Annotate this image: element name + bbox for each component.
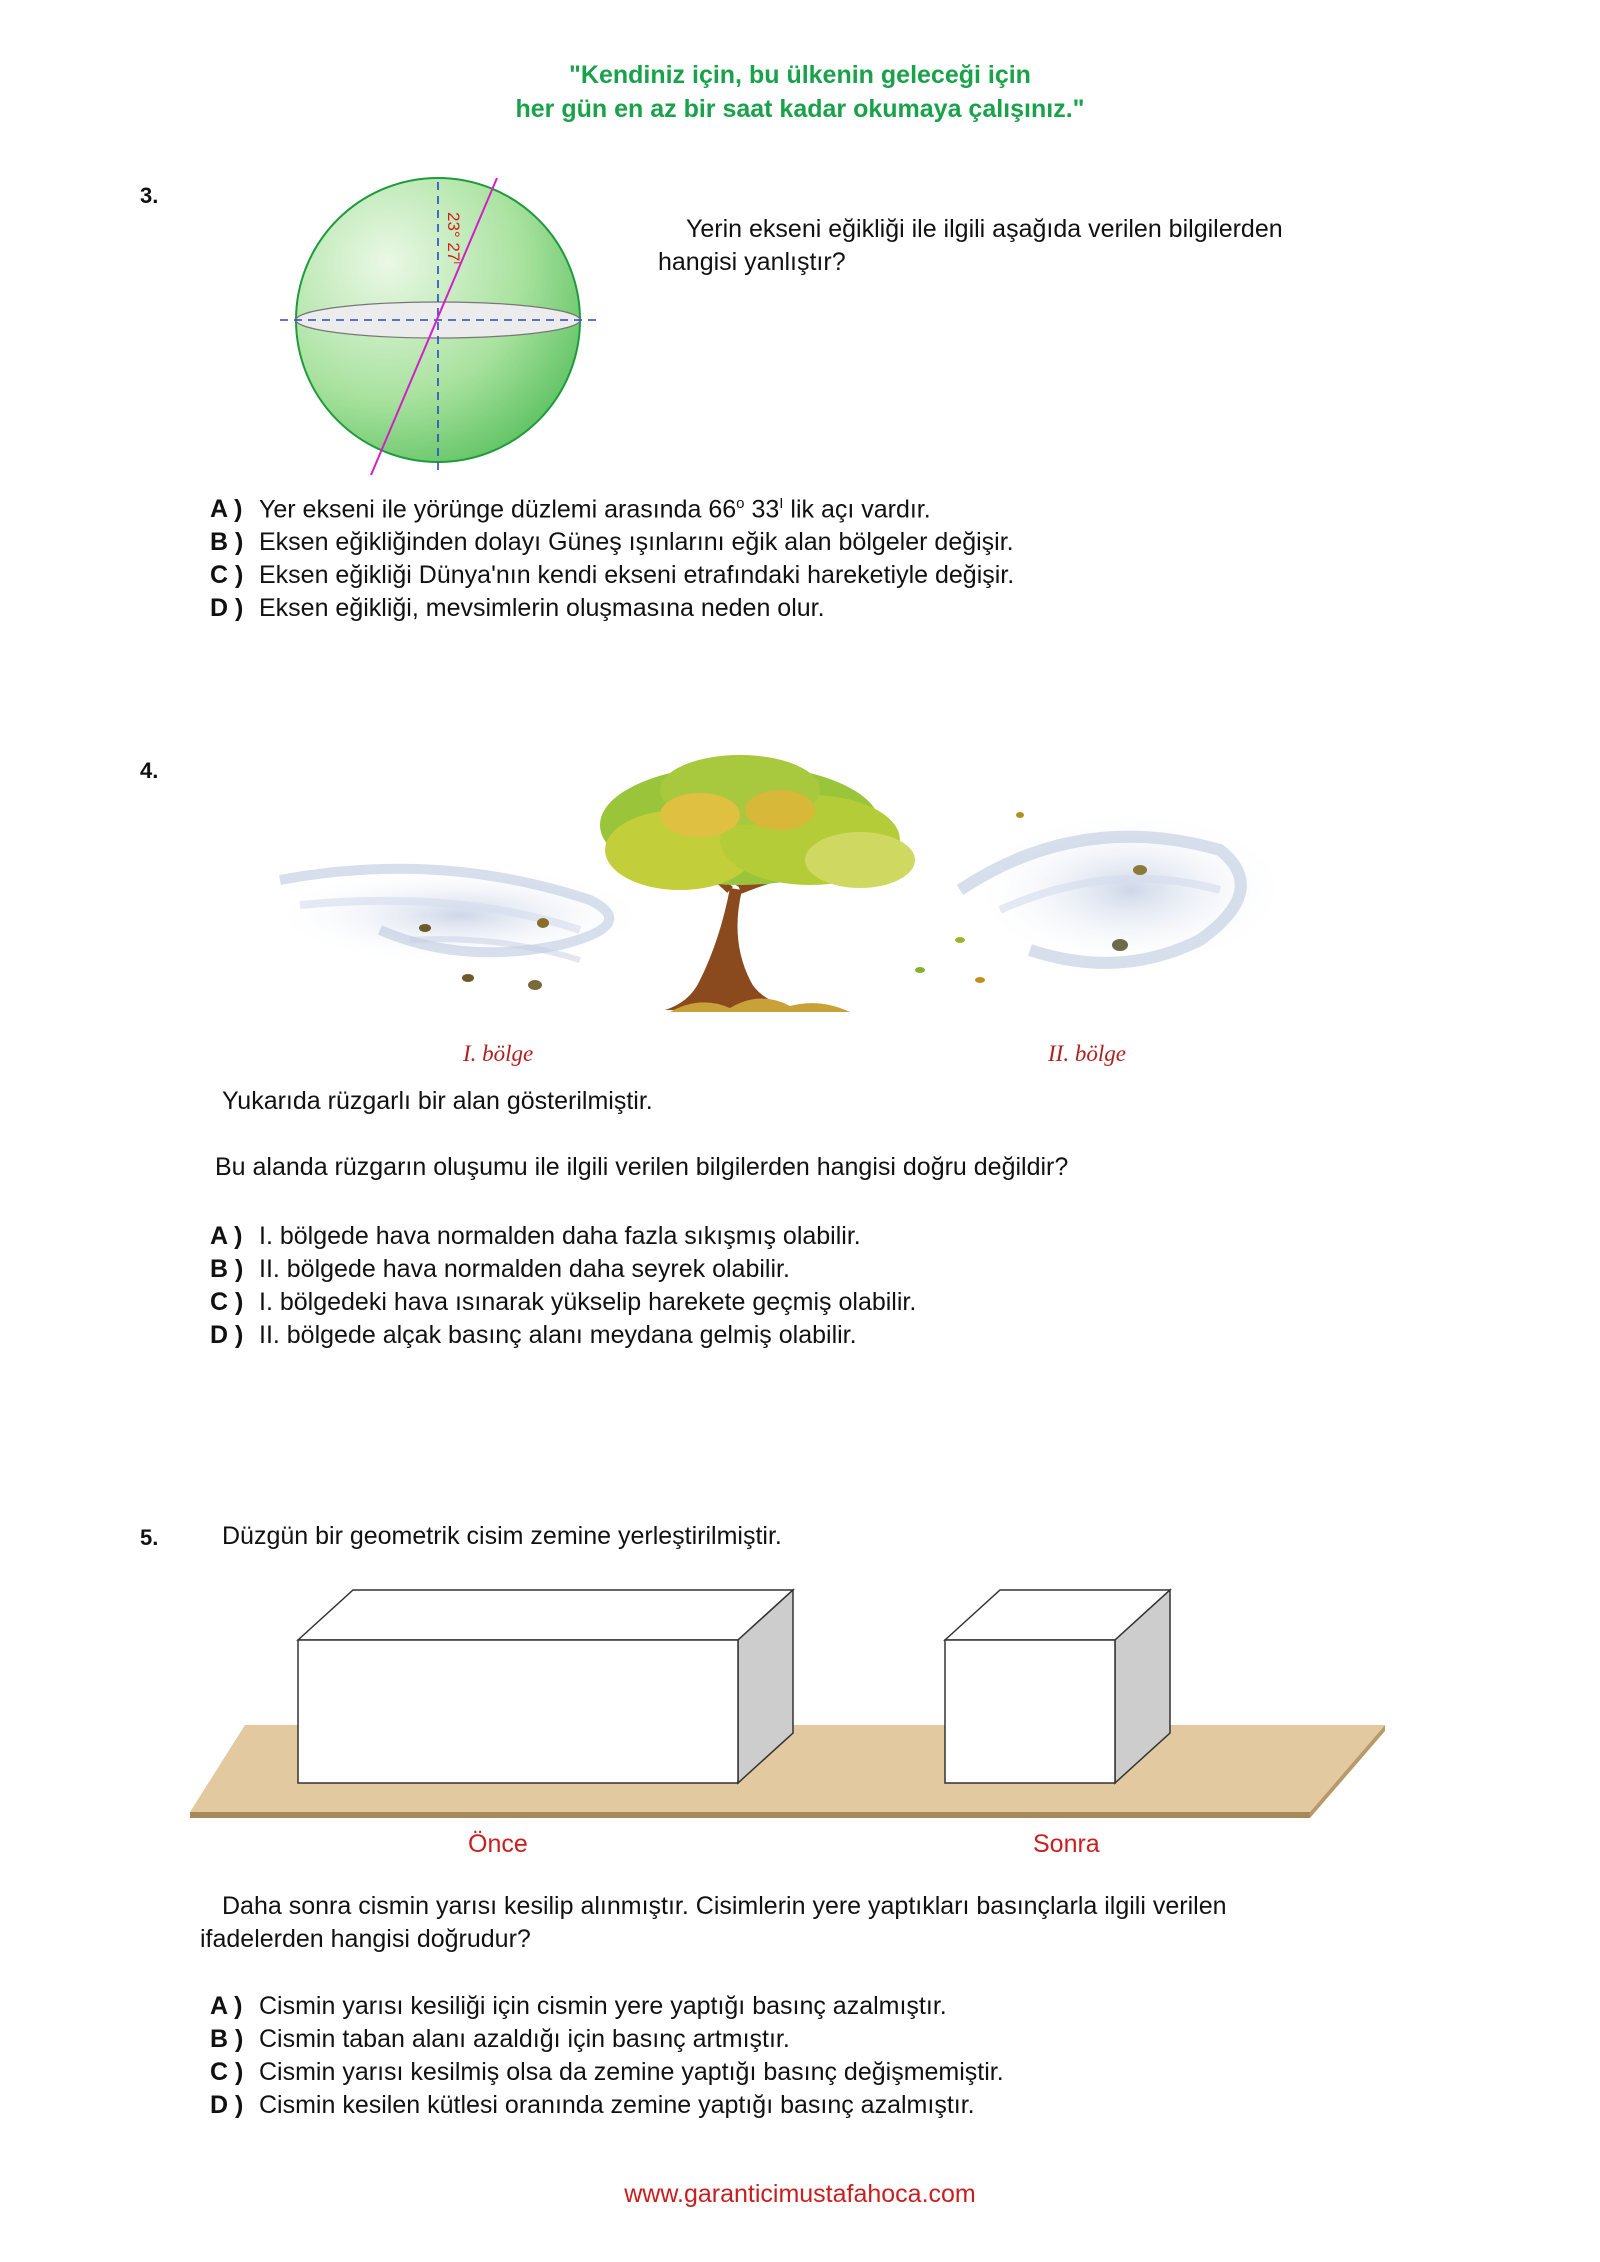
block-after — [945, 1590, 1170, 1783]
option-a[interactable] — [210, 1990, 1004, 2023]
option-b[interactable] — [210, 2023, 1004, 2056]
option-b[interactable] — [210, 1253, 916, 1286]
question-3-options — [210, 487, 1014, 625]
option-letter: B ) — [210, 1255, 244, 1283]
question-5-options — [210, 1990, 1004, 2122]
label-after: Sonra — [1033, 1830, 1100, 1858]
option-text: I. bölgede hava normalden daha fazla sıkışmış olabilir. — [259, 1222, 861, 1250]
tilt-angle-label: 23° 27 — [444, 212, 463, 262]
footer-website-link[interactable]: www.garanticimustafahoca.com — [624, 2180, 976, 2208]
wind-swirl-left — [270, 865, 650, 965]
question-3-number: 3. — [140, 183, 159, 208]
option-b[interactable] — [210, 526, 1014, 559]
option-letter: D ) — [210, 1321, 244, 1349]
question-3-stem-line-2: hangisi yanlıştır? — [658, 248, 846, 276]
tilt-angle-prime: I — [451, 261, 462, 265]
option-text: II. bölgede hava normalden daha seyrek olabilir. — [259, 1255, 790, 1283]
option-text: Eksen eğikliği, mevsimlerin oluşmasına neden olur. — [259, 594, 825, 623]
option-text: Eksen eğikliğinden dolayı Güneş ışınlarını eğik alan bölgeler değişir. — [259, 528, 1014, 557]
question-3-stem — [658, 213, 1378, 279]
label-region-2: II. bölge — [1048, 1041, 1126, 1066]
option-letter: A ) — [210, 1992, 243, 2020]
question-4-options — [210, 1220, 916, 1352]
option-letter: B ) — [210, 528, 244, 557]
option-text-mid: 33 — [744, 495, 780, 524]
option-text: Cismin kesilen kütlesi oranında zemine yaptığı basınç azalmıştır. — [259, 2091, 975, 2119]
blocks-on-board-illustration — [185, 1585, 1385, 1825]
question-3-stem-line-1: Yerin ekseni eğikliği ile ilgili aşağıda verilen bilgilerden — [686, 215, 1283, 243]
option-c[interactable] — [210, 1286, 916, 1319]
svg-text:23° 27I — [444, 212, 463, 264]
option-letter: C ) — [210, 561, 244, 590]
degree-sup: o — [736, 495, 745, 512]
tree — [600, 755, 915, 1012]
question-4-number: 4. — [140, 758, 159, 783]
option-text-post: lik açı vardır. — [783, 495, 931, 524]
question-5-stem-line-1: Daha sonra cismin yarısı kesilip alınmıştır. Cisimlerin yere yaptıkları basınçlarla ilgili verilen — [222, 1892, 1227, 1920]
windy-tree-illustration — [260, 740, 1280, 1060]
question-4-stem: Bu alanda rüzgarın oluşumu ile ilgili verilen bilgilerden hangisi doğru değildir? — [215, 1153, 1069, 1181]
option-text: II. bölgede alçak basınç alanı meydana gelmiş olabilir. — [259, 1321, 857, 1349]
option-letter: B ) — [210, 2025, 244, 2053]
option-text: Eksen eğikliği Dünya'nın kendi ekseni etrafındaki hareketiyle değişir. — [259, 561, 1015, 590]
motto-line-1: "Kendiniz için, bu ülkenin geleceği için — [569, 61, 1031, 89]
block-before — [298, 1590, 793, 1783]
question-5-intro: Düzgün bir geometrik cisim zemine yerleştirilmiştir. — [222, 1522, 782, 1550]
label-region-1: I. bölge — [463, 1041, 534, 1066]
label-before: Önce — [468, 1830, 528, 1858]
option-letter: D ) — [210, 2091, 244, 2119]
option-letter: C ) — [210, 2058, 244, 2086]
question-4-intro: Yukarıda rüzgarlı bir alan gösterilmiştir. — [222, 1087, 653, 1115]
option-text: Cismin yarısı kesiliği için cismin yere yaptığı basınç azalmıştır. — [259, 1992, 947, 2020]
option-c[interactable] — [210, 559, 1014, 592]
question-5-stem-line-2: ifadelerden hangisi doğrudur? — [200, 1925, 531, 1953]
motto-line-2: her gün en az bir saat kadar okumaya çalışınız." — [515, 95, 1085, 123]
option-letter: A ) — [210, 495, 243, 524]
prime-sup: I — [779, 495, 784, 512]
option-d[interactable] — [210, 2089, 1004, 2122]
earth-axis-tilt-diagram — [270, 170, 610, 480]
option-a[interactable] — [210, 487, 1014, 526]
option-a[interactable] — [210, 1220, 916, 1253]
option-text: Cismin yarısı kesilmiş olsa da zemine yaptığı basınç değişmemiştir. — [259, 2058, 1004, 2086]
option-text: Cismin taban alanı azaldığı için basınç artmıştır. — [259, 2025, 790, 2053]
question-5-number: 5. — [140, 1525, 159, 1550]
option-letter: D ) — [210, 594, 244, 623]
option-letter: C ) — [210, 1288, 244, 1316]
option-text: I. bölgedeki hava ısınarak yükselip harekete geçmiş olabilir. — [259, 1288, 917, 1316]
option-d[interactable] — [210, 592, 1014, 625]
option-text-pre: Yer ekseni ile yörünge düzlemi arasında 66 — [259, 495, 737, 524]
option-d[interactable] — [210, 1319, 916, 1352]
option-letter: A ) — [210, 1222, 243, 1250]
question-5-stem — [200, 1890, 1400, 1956]
option-c[interactable] — [210, 2056, 1004, 2089]
